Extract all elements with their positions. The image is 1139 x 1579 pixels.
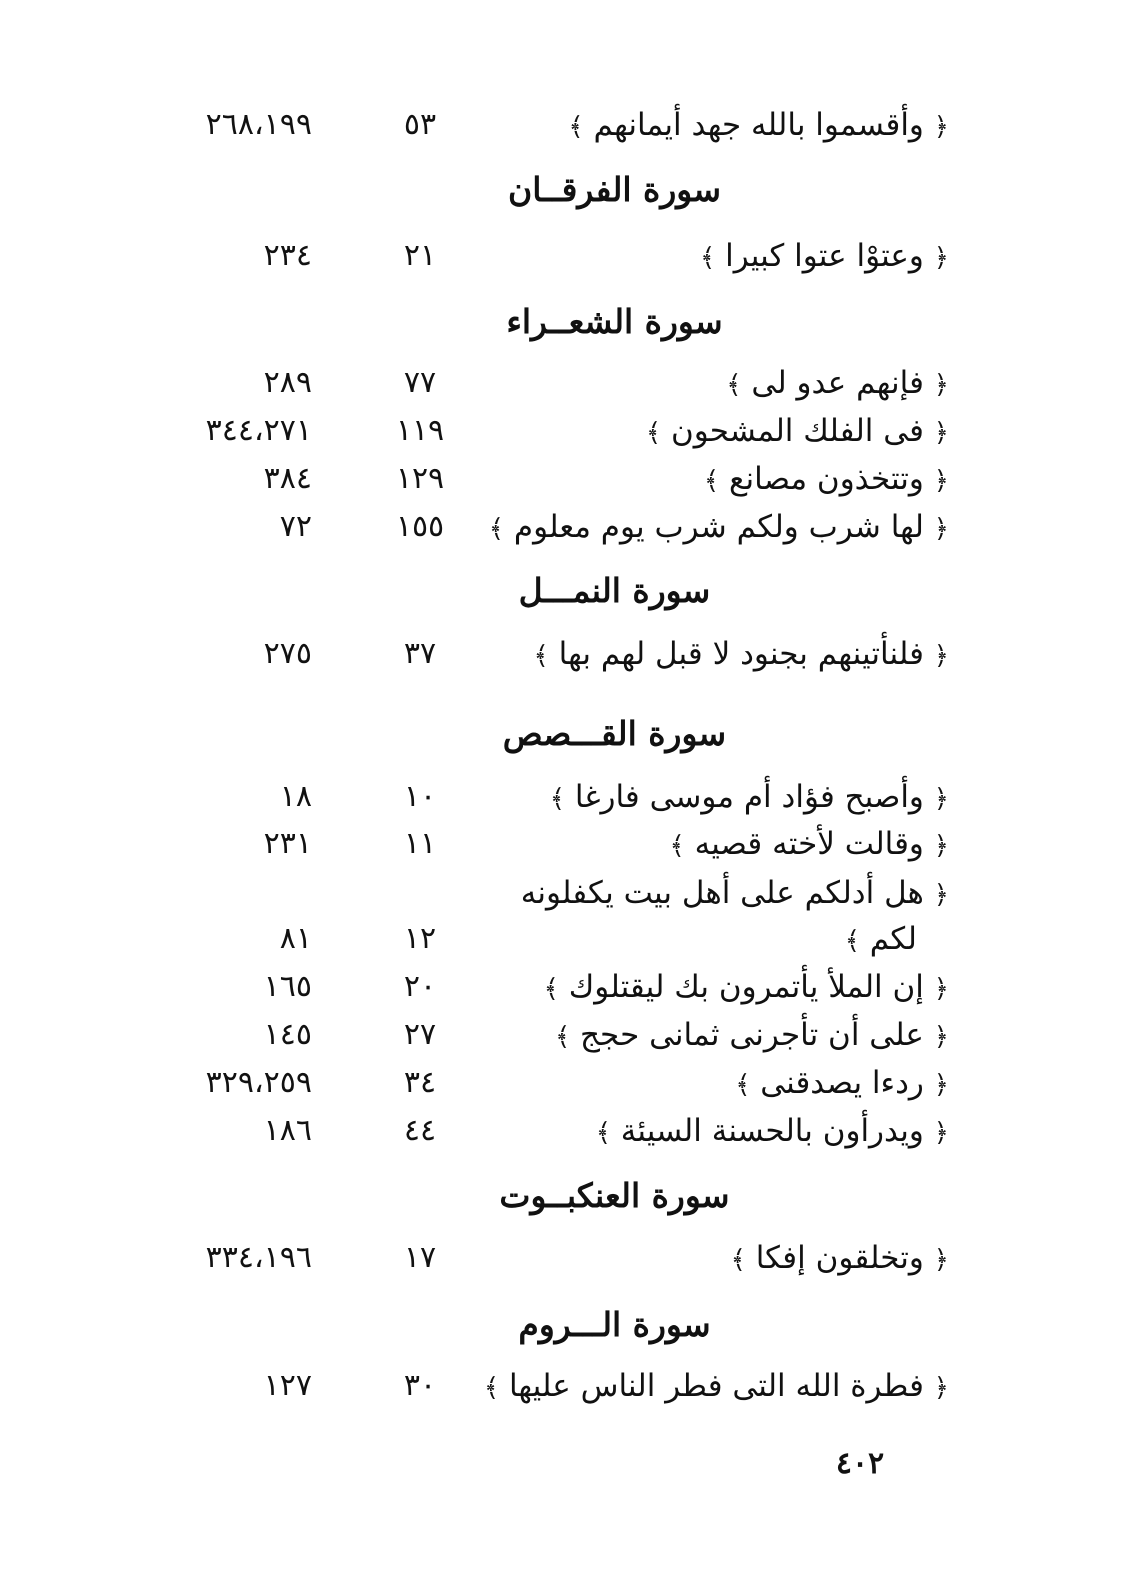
ayah-number: ١١ [403, 826, 437, 861]
verse-words: وقالت لأخته قصيه [694, 826, 924, 862]
verse-text [550, 777, 949, 819]
page-references: ٣٣٤،١٩٦ [205, 1240, 312, 1275]
verse-text [489, 507, 949, 549]
verse-text [534, 634, 949, 676]
ornament-close-icon: ﴾ [554, 1022, 571, 1052]
page-references: ١٢٧ [263, 1368, 312, 1403]
ayah-number: ٣٠ [403, 1368, 437, 1403]
verse-words: وعتوْا عتوا كبيرا [725, 238, 924, 274]
ornament-close-icon: ﴾ [549, 784, 565, 814]
ornament-open-icon: ﴿ [933, 514, 949, 544]
ornament-close-icon: ﴾ [595, 1118, 611, 1148]
page-references: ٣٤٤،٢٧١ [205, 413, 312, 448]
ornament-open-icon: ﴿ [933, 466, 949, 496]
verse-entry [0, 1238, 1139, 1278]
ayah-number: ١٢ [403, 921, 437, 956]
verse-words: فلنأتينهم بجنود لا قبل لهم بها [558, 636, 924, 672]
verse-entry [0, 507, 1139, 547]
ornament-open-icon: ﴿ [933, 974, 949, 1004]
ornament-open-icon: ﴿ [933, 1070, 949, 1100]
ayah-number: ٢٠ [403, 969, 437, 1004]
verse-text [646, 411, 949, 453]
page-references: ٢٨٩ [263, 365, 312, 400]
page-references: ١٨٦ [263, 1113, 312, 1148]
ayah-number: ٧٧ [403, 365, 437, 400]
verse-words: وتتخذون مصانع [729, 461, 924, 497]
page-references: ٣٨٤ [263, 461, 312, 496]
verse-text [726, 363, 949, 405]
surah-heading: سورة القـــصص [502, 714, 727, 753]
page-references: ٨١ [279, 921, 312, 956]
ornament-close-icon: ﴾ [488, 514, 505, 544]
ayah-number: ٢٧ [403, 1017, 437, 1052]
verse-entry [0, 873, 1139, 913]
ornament-open-icon: ﴿ [933, 1118, 949, 1148]
verse-words: فإنهم عدو لى [751, 365, 924, 401]
verse-entry [0, 824, 1139, 864]
page-references: ١٨ [279, 779, 312, 814]
verse-text [484, 1366, 949, 1408]
ornament-open-icon: ﴿ [933, 370, 949, 400]
ornament-close-icon: ﴾ [483, 1373, 500, 1403]
ornament-open-icon: ﴿ [933, 641, 949, 671]
verse-entry [0, 1111, 1139, 1151]
ayah-number: ٥٣ [403, 107, 437, 142]
verse-words: ردءا يصدقنى [760, 1065, 924, 1101]
page-references: ٢٣١ [263, 826, 312, 861]
surah-heading: سورة الشعــراء [506, 302, 723, 341]
ayah-number: ١٠ [403, 779, 437, 814]
page-references: ١٦٥ [263, 969, 312, 1004]
page-references: ٢٦٨،١٩٩ [205, 107, 312, 142]
page-number: ٤٠٢ [835, 1446, 885, 1481]
ornament-close-icon: ﴾ [645, 418, 662, 448]
verse-entry [0, 1366, 1139, 1406]
verse-text [555, 1015, 949, 1057]
ayah-number: ١٧ [403, 1240, 437, 1275]
ornament-close-icon: ﴾ [543, 974, 559, 1004]
verse-entry [0, 777, 1139, 817]
verse-entry [0, 363, 1139, 403]
ornament-open-icon: ﴿ [933, 784, 949, 814]
ayah-number: ٤٤ [403, 1113, 437, 1148]
ornament-close-icon: ﴾ [844, 926, 860, 956]
verse-entry [0, 1063, 1139, 1103]
ornament-open-icon: ﴿ [933, 831, 949, 861]
verse-entry [0, 459, 1139, 499]
surah-heading: سورة الـــروم [518, 1305, 711, 1344]
verse-words: وتخلقون إفكا [755, 1240, 924, 1276]
verse-words: لكم [869, 921, 917, 957]
verse-text [521, 873, 949, 915]
verse-words: على أن تأجرنى ثمانى حجج [580, 1017, 924, 1053]
verse-text [845, 919, 917, 961]
verse-entry-continued [0, 919, 1139, 959]
ornament-open-icon: ﴿ [933, 418, 949, 448]
verse-words: فى الفلك المشحون [670, 413, 924, 449]
ayah-number: ١١٩ [395, 413, 445, 448]
verse-entry [0, 411, 1139, 451]
verse-entry [0, 236, 1139, 276]
ayah-number: ٣٤ [403, 1065, 437, 1100]
verse-entry [0, 1015, 1139, 1055]
ornament-close-icon: ﴾ [703, 466, 720, 496]
verse-text [596, 1111, 949, 1153]
verse-words: ويدرأون بالحسنة السيئة [620, 1113, 924, 1149]
ornament-close-icon: ﴾ [669, 831, 685, 861]
page-references: ٢٣٤ [263, 238, 312, 273]
verse-text [700, 236, 949, 278]
verse-text [669, 824, 949, 866]
ornament-open-icon: ﴿ [933, 1245, 949, 1275]
ornament-close-icon: ﴾ [568, 112, 584, 142]
ornament-open-icon: ﴿ [933, 112, 949, 142]
ayah-number: ١٥٥ [395, 509, 445, 544]
verse-words: وأقسموا بالله جهد أيمانهم [593, 107, 924, 143]
surah-heading: سورة النمـــل [518, 571, 711, 610]
page-references: ٧٢ [279, 509, 312, 544]
verse-text [704, 459, 949, 501]
ornament-open-icon: ﴿ [933, 880, 949, 910]
verse-words: لها شرب ولكم شرب يوم معلوم [513, 509, 924, 545]
page-references: ٣٢٩،٢٥٩ [205, 1065, 312, 1100]
verse-words: فطرة الله التى فطر الناس عليها [508, 1368, 924, 1404]
verse-words: هل أدلكم على أهل بيت يكفلونه [520, 875, 924, 911]
verse-entry [0, 967, 1139, 1007]
ornament-close-icon: ﴾ [533, 641, 549, 671]
verse-text [735, 1063, 949, 1105]
verse-text [544, 967, 949, 1009]
ayah-number: ٢١ [403, 238, 437, 273]
verse-entry [0, 105, 1139, 145]
verse-text [568, 105, 949, 147]
surah-heading: سورة الفرقــان [508, 170, 721, 209]
ornament-close-icon: ﴾ [699, 243, 716, 273]
page-references: ٢٧٥ [263, 636, 312, 671]
verse-words: إن الملأ يأتمرون بك ليقتلوك [568, 969, 924, 1005]
ayah-number: ١٢٩ [395, 461, 445, 496]
surah-heading: سورة العنكبــوت [499, 1176, 730, 1215]
page-references: ١٤٥ [263, 1017, 312, 1052]
ornament-close-icon: ﴾ [726, 370, 742, 400]
ornament-open-icon: ﴿ [933, 243, 949, 273]
ayah-number: ٣٧ [403, 636, 437, 671]
ornament-close-icon: ﴾ [730, 1245, 746, 1275]
ornament-open-icon: ﴿ [933, 1373, 949, 1403]
ornament-open-icon: ﴿ [933, 1022, 949, 1052]
verse-text [731, 1238, 949, 1280]
verse-words: وأصبح فؤاد أم موسى فارغا [574, 779, 924, 815]
verse-entry [0, 634, 1139, 674]
ornament-close-icon: ﴾ [735, 1070, 751, 1100]
